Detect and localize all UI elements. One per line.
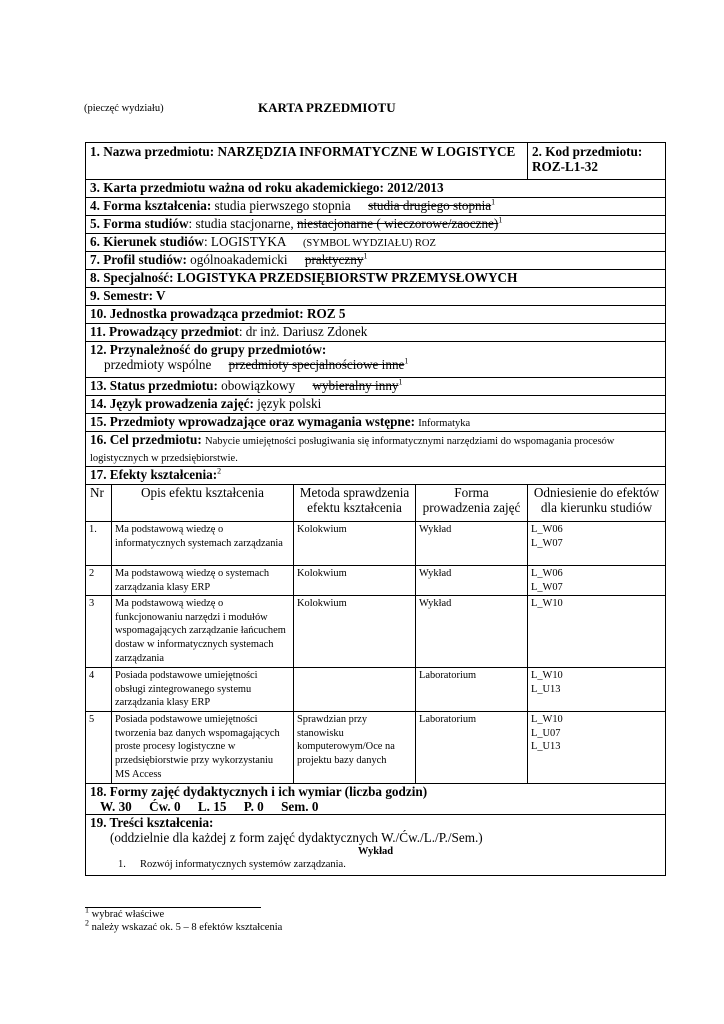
footnote-divider (85, 907, 261, 908)
course-group: 12. Przynależność do grupy przedmiotów: przedmioty wspólne przedmioty specjalnościowe inne$^1$ (86, 342, 666, 378)
field-of-study: 6. Kierunek studiów: LOGISTYKA (SYMBOL WYDZIAŁU) ROZ (86, 234, 666, 252)
table-row: 3 Ma podstawową wiedzę o funkcjonowaniu narzędzi i modułów wspomagających zarządzanie łańcuchem dostaw w informatycznych systemach zarządzania Kolokwium Wykład L_W10 (86, 596, 666, 668)
language: 14. Język prowadzenia zajęć: język polski (86, 396, 666, 414)
study-form: 5. Forma studiów: studia stacjonarne, niestacjonarne ( wieczorowe/zaoczne)$^1$ (86, 216, 666, 234)
course-status: 13. Status przedmiotu: obowiązkowy wybieralny inny$^1$ (86, 378, 666, 396)
page-title: KARTA PRZEDMIOTU (258, 100, 396, 115)
col-header-forma: Forma prowadzenia zajęć (416, 485, 528, 522)
table-row: 1. Ma podstawową wiedzę o informatycznych systemach zarządzania Kolokwium Wykład L_W06 L_W07 (86, 522, 666, 566)
lecturer: 11. Prowadzący przedmiot: dr inż. Dariusz Zdonek (86, 324, 666, 342)
footnote-2: $^2$ należy wskazać ok. 5 – 8 efektów kształcenia (85, 918, 283, 933)
prerequisites: 15. Przedmioty wprowadzające oraz wymagania wstępne: Informatyka (86, 414, 666, 432)
teaching-forms: 18. Formy zajęć dydaktycznych i ich wymiar (liczba godzin) W. 30 Ćw. 0 L. 15 P. 0 Sem. 0 (86, 784, 666, 815)
valid-from-year: 3. Karta przedmiotu ważna od roku akademickiego: 2012/2013 (86, 180, 666, 198)
wyklad-heading: Wykład (357, 846, 394, 858)
effects-header-row (86, 485, 666, 522)
table-row: 2 Ma podstawową wiedzę o systemach zarządzania klasy ERP Kolokwium Wykład L_W06 L_W07 (86, 566, 666, 596)
list-item: 1. Rozwój informatycznych systemów zarządzania. (118, 859, 346, 871)
col-header-odniesienie: Odniesienie do efektów dla kierunku studiów (528, 485, 666, 522)
unit: 10. Jednostka prowadząca przedmiot: ROZ 5 (86, 306, 666, 324)
semester: 9. Semestr: V (86, 288, 666, 306)
footnote-1: $^1$ wybrać właściwe (85, 905, 165, 920)
course-code-cell: 2. Kod przedmiotu: ROZ-L1-32 (528, 143, 666, 180)
study-profile: 7. Profil studiów: ogólnoakademicki praktyczny$^1$ (86, 252, 666, 270)
row-course-name (86, 143, 666, 180)
col-header-nr: Nr (86, 485, 112, 522)
learning-outcomes-label: 17. Efekty kształcenia:$^2$ (86, 467, 666, 485)
col-header-opis: Opis efektu kształcenia (112, 485, 294, 522)
course-card-table (85, 142, 666, 876)
table-row: 4 Posiada podstawowe umiejętności obsługi zintegrowanego systemu zarządzania klasy ERP Laboratorium L_W10 L_U13 (86, 668, 666, 712)
course-goal: 16. Cel przedmiotu: Nabycie umiejętności posługiwania się informatycznymi narzędziami do wspomagania procesów logistycznych w przedsiębiorstwie. (86, 432, 666, 467)
faculty-stamp-placeholder: (pieczęć wydziału) (84, 103, 164, 114)
specialization: 8. Specjalność: LOGISTYKA PRZEDSIĘBIORSTW PRZEMYSŁOWYCH (86, 270, 666, 288)
course-name-cell: 1. Nazwa przedmiotu: NARZĘDZIA INFORMATYCZNE W LOGISTYCE (86, 143, 528, 180)
table-row: 5 Posiada podstawowe umiejętności tworzenia baz danych wspomagających proste procesy logistyczne w przedsiębiorstwie przy wykorzystaniu MS Access Sprawdzian przy stanowisku komputerowym/Oce na projektu bazy danych Laboratorium L_W10 L_U07 L_U13 (86, 712, 666, 784)
course-content: 19. Treści kształcenia: (oddzielnie dla każdej z form zajęć dydaktycznych W./Ćw./L./P./Sem.) Wykład 1. Rozwój informatycznych systemów zarządzania. (86, 815, 666, 876)
education-form: 4. Forma kształcenia: studia pierwszego stopnia studia drugiego stopnia$^1$ (86, 198, 666, 216)
col-header-metoda: Metoda sprawdzenia efektu kształcenia (294, 485, 416, 522)
